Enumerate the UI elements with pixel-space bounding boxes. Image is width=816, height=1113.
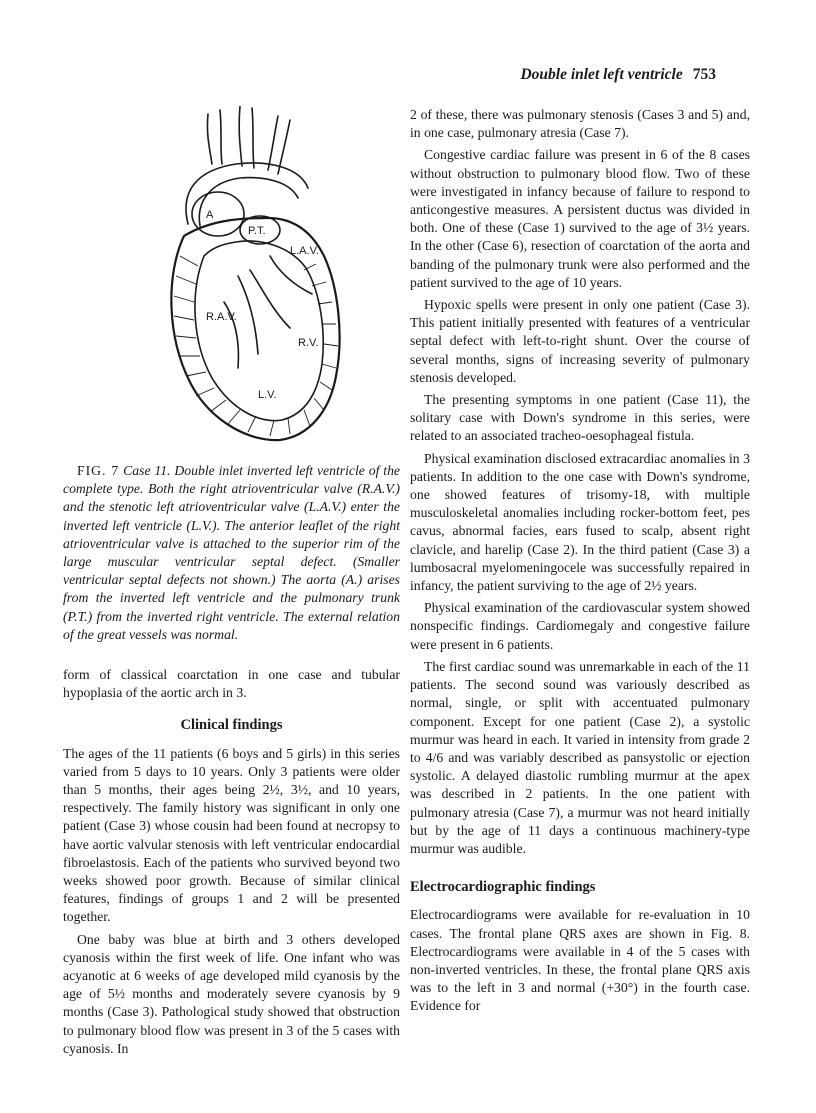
right-paragraph-2: Hypoxic spells were present in only one patient (Case 3). This patient initially presented with features of a ventricular septal defect with left-to-right shunt. Over the course of several months, signs of increasing severity of pulmonary stenosis developed. [410, 297, 750, 385]
label-lv: L.V. [258, 389, 277, 401]
label-lav: L.A.V. [290, 245, 319, 257]
right-paragraph-4: Physical examination disclosed extracardiac anomalies in 3 patients. In addition to the one case with Down's syndrome, one showed features of trisomy-18, with multiple musculoskeletal anomalies including rocker-bottom feet, pes cavus, abnormal facies, ears fused to scalp, absent right clavicle, and harelip (Case 2). In the third patient (Case 3) a lumbosacral myelomeningocele was successfully repaired in infancy, the patient surviving to the age of 2½ years. [410, 450, 750, 594]
page-number: 753 [692, 66, 716, 83]
figure-caption [63, 462, 400, 644]
right-paragraph-6: The first cardiac sound was unremarkable in each of the 11 patients. The second sound was variously described as normal, single, or split with accentuated pulmonary component. Except for one patient (Case 2), a systolic murmur was heard in each. It varied in intensity from grade 2 to 4/6 and was variably described as pansystolic or ejection systolic. A delayed diastolic rumbling murmur at the apex was described in 2 patients. In the one patient with pulmonary atresia (Case 7), a murmur was not heard initially but by the age of 11 days a continuous machinery-type murmur was audible. [410, 658, 750, 856]
right-paragraph-3: The presenting symptoms in one patient (Case 11), the solitary case with Down's syndrome in this series, were related to an associated tracheo-oesophageal fistula. [410, 392, 750, 444]
electrocardiographic-findings-heading: Electrocardiographic findings [410, 879, 596, 896]
right-paragraph-7: Electrocardiograms were available for re-evaluation in 10 cases. The frontal plane QRS axes are shown in Fig. 8. Electrocardiograms were available in 4 of the 5 cases with non-inverted ventricles. In these, the frontal plane QRS axis was to the left in 3 and normal (+30°) in the fourth case. Evidence for [410, 907, 750, 1014]
figure-caption-label: FIG. 7 [77, 463, 120, 478]
right-paragraph-1: Congestive cardiac failure was present in 6 of the 8 cases without obstruction to pulmonary blood flow. Two of these were investigated in infancy because of failure to respond to anticongestive measures. A persistent ductus was divided in both. One of these (Case 1) survived to the age of 3½ years. In the other (Case 6), resection of coarctation of the aorta and banding of the pulmonary trunk were also performed and the patient survived to the age of 10 years. [410, 147, 750, 290]
right-paragraph-0: 2 of these, there was pulmonary stenosis (Cases 3 and 5) and, in one case, pulmonary atresia (Case 7). [410, 107, 750, 141]
label-pulmonary-trunk: P.T. [248, 225, 266, 237]
left-paragraph-1: The ages of the 11 patients (6 boys and 5 girls) in this series varied from 5 days to 10 years. Only 3 patients were older than 5 months, their ages being 2½, 3½, and 10 years, respectively. The family history was significant in only one patient (Case 3) whose cousin had been found at necropsy to have aortic valvular stenosis with left ventricular endocardial fibroelastosis. Each of the patients who survived beyond two weeks showed poor growth. Because of similar clinical features, findings of groups 1 and 2 will be presented together. [63, 745, 400, 925]
left-paragraph-2: One baby was blue at birth and 3 others developed cyanosis within the first week of life. One infant who was acyanotic at 6 weeks of age developed mild cyanosis by the age of 5½ months and moderately severe cyanosis by 9 months (Case 3). Pathological study showed that obstruction to pulmonary blood flow was present in 3 of the 5 cases with cyanosis. In [63, 931, 400, 1056]
label-rv: R.V. [298, 337, 319, 349]
figure-caption-text: Case 11. Double inlet inverted left ventricle of the complete type. Both the right atrioventricular valve (R.A.V.) and the stenotic left atrioventricular valve (L.A.V.) enter the inverted left ventricle (L.V.). The anterior leaflet of the right atrioventricular valve is attached to the superior rim of the large muscular ventricular septal defect. (Smaller ventricular septal defects not shown.) The aorta (A.) arises from the inverted left ventricle and the pulmonary trunk (P.T.) from the inverted right ventricle. The external relation of the great vessels was normal. [63, 463, 401, 642]
running-title: Double inlet left ventricle [520, 66, 683, 83]
heart-illustration [140, 106, 352, 454]
right-column [410, 106, 750, 1020]
left-column [63, 462, 400, 1062]
right-paragraph-5: Physical examination of the cardiovascular system showed nonspecific findings. Cardiomegaly and congestive failure were present in 6 patients. [410, 600, 750, 652]
left-paragraph-0: form of classical coarctation in one case and tubular hypoplasia of the aortic arch in 3. [63, 667, 400, 701]
label-rav: R.A.V. [206, 311, 237, 323]
running-header [520, 66, 716, 84]
clinical-findings-heading: Clinical findings [180, 717, 283, 734]
label-aorta: A [206, 209, 214, 221]
